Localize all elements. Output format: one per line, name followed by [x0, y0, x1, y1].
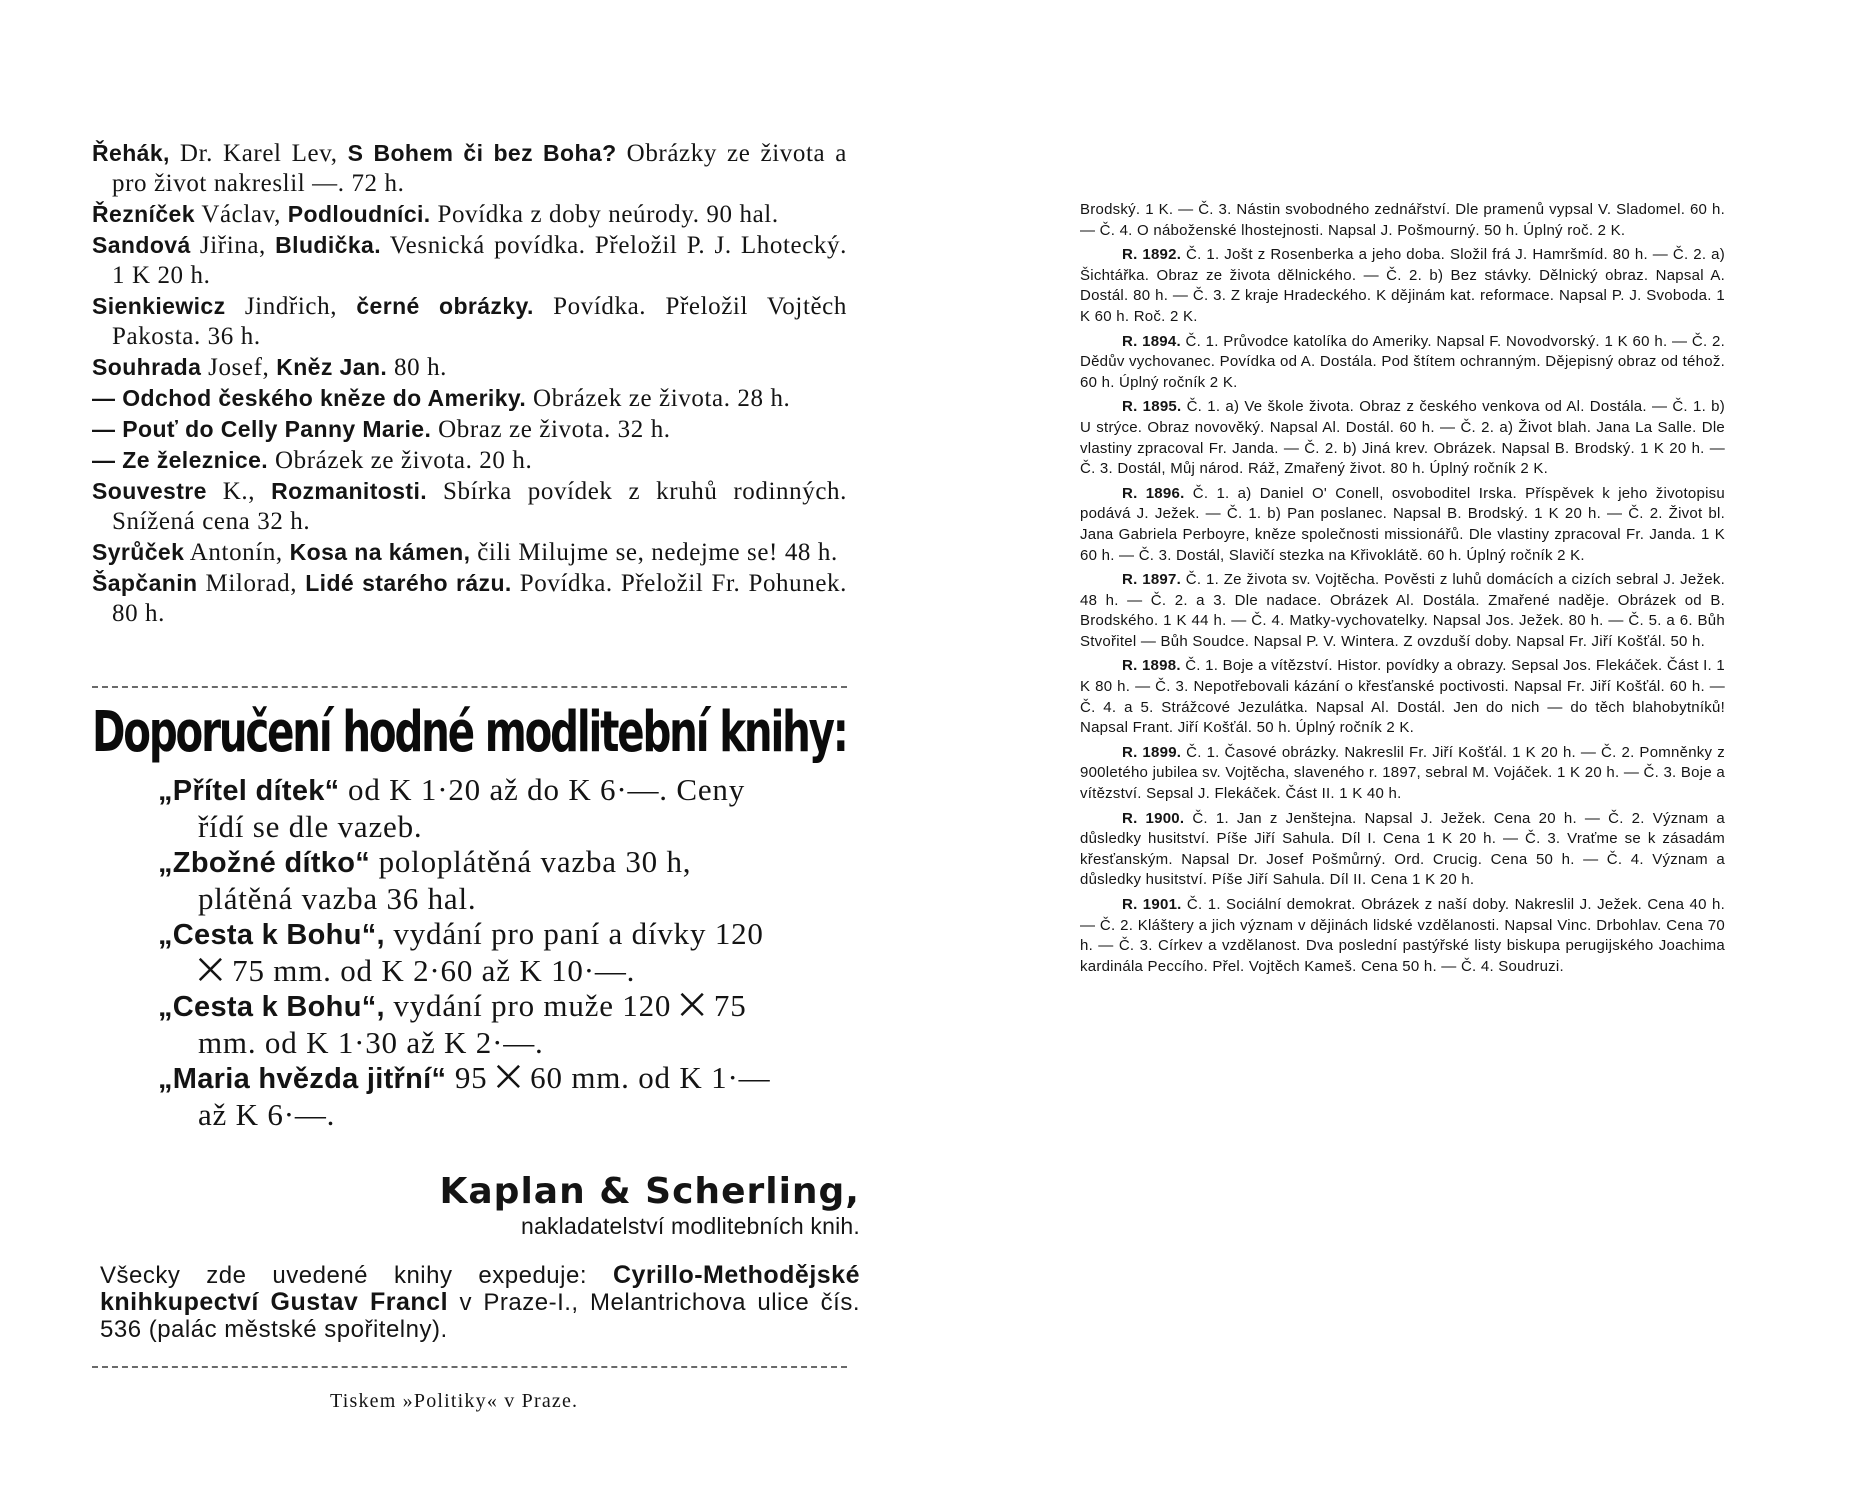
book-entry — [92, 476, 847, 537]
book-details: Obrázek ze života. 20 h. — [268, 447, 533, 474]
series-year-entry — [1080, 656, 1725, 738]
section-heading: Doporučení hodné modlitební knihy: — [92, 700, 847, 765]
book-title: Lidé starého rázu. — [305, 570, 512, 596]
prayer-book-entry — [158, 1060, 778, 1132]
book-author-rest: Milorad, — [197, 570, 306, 597]
shipping-text: Všecky zde uvedené knihy expeduje: — [100, 1262, 613, 1289]
book-author-rest: K., — [206, 478, 272, 505]
printer-imprint: Tiskem »Politiky« v Praze. — [330, 1390, 579, 1412]
prayer-book-details: vydání pro paní a dívky 120 ⨉ 75 mm. od K 2·60 až K 10·—. — [198, 916, 764, 988]
series-year-label: R. 1896. — [1122, 484, 1185, 502]
series-year-text: Č. 1. Sociální demokrat. Obrázek z naší doby. Nakreslil J. Ježek. Cena 40 h. — Č. 2. Kláštery a jich význam v dějinách lidské vzdělanosti. Napsal Vinc. Drbohlav. Cena 70 h. — Č. 3. Církev a vzdělanost. Dva poslední pastýřské listy biskupa perugijského Joachima kardinála Peccího. Přel. Vojtěch Kameš. Cena 50 h. — Č. 4. Soudruzi. — [1080, 896, 1725, 975]
book-author: Sandová — [92, 232, 191, 258]
prayer-book-entry — [158, 844, 778, 916]
series-year-text: Č. 1. Jošt z Rosenberka a jeho doba. Složil frá J. Hamršmíd. 80 h. — Č. 2. a) Šichtářka. Obraz ze života dělnického. — Č. 2. b) Bez stávky. Dělnický obraz. Napsal A. Dostál. 80 h. — Č. 3. Z kraje Hradeckého. K dějinám kat. reformace. Napsal P. J. Svoboda. 1 K 60 h. Roč. 2 K. — [1080, 246, 1725, 325]
book-author-rest: Jiřina, — [190, 232, 276, 259]
book-author: Řezníček — [92, 201, 195, 227]
series-year-label: R. 1894. — [1122, 332, 1181, 350]
series-year-text: Č. 1. Ze života sv. Vojtěcha. Pověsti z luhů domácích a cizích sebral J. Ježek. 48 h. — Č. 2. a 3. Dle nadace. Obrázek Al. Dostála. Zmařené naděje. Obrázek od B. Brodského. 1 K 44 h. — Č. 4. Matky-vychovatelky. Napsal Jos. Ježek. 80 h. — Č. 5. a 6. Bůh Stvořitel — Bůh Soudce. Napsal P. V. Wintera. Z ovzduší doby. Napsal Fr. Jiří Košťál. 50 h. — [1080, 571, 1725, 650]
prayer-book-title: „Cesta k Bohu“, — [158, 919, 385, 951]
book-details: Obrázky ze života a pro život nakreslil —. 72 h. — [112, 140, 847, 197]
bookshop-name: Cyrillo-Methodějské knihkupectví Gustav Francl — [100, 1261, 860, 1316]
book-entry — [92, 414, 847, 445]
series-year-entry — [1080, 245, 1725, 327]
book-entry — [92, 445, 847, 476]
book-details: Povídka z doby neúrody. 90 hal. — [430, 201, 779, 228]
book-author: — — [92, 385, 116, 411]
divider-rule — [92, 686, 847, 688]
series-year-label: R. 1898. — [1122, 657, 1181, 675]
prayer-book-title: „Přítel dítek“ — [158, 775, 340, 807]
prayer-book-title: „Cesta k Bohu“, — [158, 991, 385, 1023]
series-year-label: R. 1900. — [1122, 809, 1185, 827]
shipping-note — [100, 1262, 860, 1343]
series-year-entry — [1080, 809, 1725, 891]
book-author-rest: Antonín, — [184, 539, 290, 566]
series-year-text: Č. 1. a) Ve škole života. Obraz z českého venkova od Al. Dostála. — Č. 1. b) U strýce. Obraz novověký. Napsal Al. Dostál. 60 h. — Č. 2. a) Život blah. Jana La Salle. Dle vlastiny zpracoval Fr. Janda. — Č. 2. b) Jiná krev. Obrázek. Napsal B. Brodský. 1 K 20 h. — Č. 3. Dostál, Můj národ. Ráž, Zmařený život. 80 h. Úplný ročník 2 K. — [1080, 398, 1725, 478]
book-author-rest: Dr. Karel Lev, — [169, 140, 348, 167]
prayer-book-entry — [158, 772, 778, 844]
book-details: čili Milujme se, nedejme se! 48 h. — [470, 539, 838, 566]
book-entry — [92, 199, 847, 230]
left-page — [0, 0, 900, 1500]
book-details: Vesnická povídka. Přeložil P. J. Lhotecký. 1 K 20 h. — [112, 232, 847, 289]
book-author: Souvestre — [92, 478, 207, 504]
publisher-name: Kaplan & Scherling, — [439, 1171, 860, 1212]
prayer-book-title: „Zbožné dítko“ — [158, 847, 371, 879]
series-year-label: R. 1897. — [1122, 571, 1182, 589]
series-year-text: Brodský. 1 K. — Č. 3. Nástin svobodného zednářství. Dle pramenů vypsal V. Sladomel. 60 h. — Č. 4. O náboženské lhostejnosti. Napsal J. Pošmourný. 50 h. Úplný roč. 2 K. — [1080, 201, 1725, 239]
prayer-book-details: vydání pro muže 120 ⨉ 75 mm. od K 1·30 až K 2·—. — [198, 988, 747, 1060]
series-year-entry — [1080, 397, 1725, 479]
book-author: Souhrada — [92, 354, 202, 380]
publisher-block — [420, 1172, 860, 1240]
book-author: Šapčanin — [92, 570, 198, 596]
prayer-book-list — [158, 772, 778, 1132]
series-year-text: Č. 1. a) Daniel O' Conell, osvoboditel Irska. Příspěvek k jeho životopisu podává J. Ježek. — Č. 1. b) Pan poslanec. Napsal B. Brodský. 1 K 20 h. — Č. 2. Život bl. Jana Gabriela Perboyre, kněze společnosti missionářů. Dle vlastiny zpracoval Fr. Janda. 1 K 60 h. — Č. 3. Dostál, Slavičí stezka na Křivoklátě. 60 h. Úplný ročník 2 K. — [1080, 484, 1725, 564]
series-year-entry — [1080, 332, 1725, 394]
book-details: 80 h. — [387, 354, 448, 381]
prayer-book-details: od K 1·20 až do K 6·—. Ceny řídí se dle vazeb. — [198, 772, 746, 844]
series-catalogue — [1080, 200, 1725, 981]
prayer-book-entry — [158, 988, 778, 1060]
series-year-entry — [1080, 895, 1725, 977]
book-details: Povídka. Přeložil Fr. Pohunek. 80 h. — [112, 570, 848, 627]
book-title: S Bohem či bez Boha? — [347, 140, 617, 166]
book-details: Povídka. Přeložil Vojtěch Pakosta. 36 h. — [112, 293, 847, 350]
series-year-label: R. 1901. — [1122, 896, 1182, 913]
book-details: Obraz ze života. 32 h. — [431, 416, 671, 443]
prayer-book-details: poloplátěná vazba 30 h, plátěná vazba 36 hal. — [198, 844, 692, 916]
series-year-label: R. 1899. — [1122, 743, 1182, 761]
book-title: Ze železnice. — [122, 447, 269, 473]
book-entry — [92, 383, 847, 414]
series-year-entry — [1080, 570, 1725, 652]
series-year-text: Č. 1. Průvodce katolíka do Ameriky. Napsal F. Novodvorský. 1 K 60 h. — Č. 2. Dědův vychovanec. Povídka od A. Dostála. Pod štítem ochranným. Dějepisný obraz od téhož. 60 h. Úplný ročník 2 K. — [1080, 332, 1725, 391]
book-title: Kněz Jan. — [276, 354, 388, 380]
book-title: černé obrázky. — [356, 293, 534, 319]
book-entry — [92, 568, 848, 629]
prayer-book-details: 95 ⨉ 60 mm. od K 1·— až K 6·—. — [198, 1060, 771, 1132]
series-year-entry — [1080, 484, 1725, 566]
series-year-entry — [1080, 200, 1725, 241]
book-entry — [92, 537, 847, 568]
book-details: Sbírka povídek z kruhů rodinných. Snížená cena 32 h. — [112, 478, 847, 535]
right-page — [1080, 0, 1800, 1500]
book-entry — [92, 291, 847, 352]
prayer-book-title: „Maria hvězda jitřní“ — [158, 1063, 447, 1095]
book-author: Řehák, — [92, 140, 170, 166]
book-title: Kosa na kámen, — [289, 539, 471, 565]
book-author: — — [92, 416, 116, 442]
shipping-address: v Praze-I., Melantrichova ulice čís. 536 (palác městské spořitelny). — [100, 1289, 860, 1343]
series-year-entry — [1080, 743, 1725, 805]
prayer-book-entry — [158, 916, 778, 988]
series-year-text: Č. 1. Boje a vítězství. Histor. povídky a obrazy. Sepsal Jos. Flekáček. Část I. 1 K 80 h. — Č. 3. Nepotřebovali kázání o křesťanské poctivosti. Napsal Fr. Jiří Košťál. 60 h. — Č. 4. a 5. Strážcové Jezulátka. Napsal Al. Dostál. Jen do nich — do těch blahobytníků! Napsal Frant. Jiří Košťál. 50 h. Úplný ročník 2 K. — [1080, 657, 1725, 737]
footer-rule — [92, 1366, 847, 1368]
book-title: Bludička. — [275, 232, 381, 258]
book-entry — [92, 230, 847, 291]
series-year-label: R. 1895. — [1122, 398, 1182, 416]
book-entry — [92, 352, 847, 383]
book-author-rest: Václav, — [194, 201, 288, 228]
book-details: Obrázek ze života. 28 h. — [526, 385, 791, 412]
book-title: Rozmanitosti. — [271, 478, 428, 504]
book-author: Sienkiewicz — [92, 293, 226, 319]
book-title: Pouť do Celly Panny Marie. — [122, 416, 432, 442]
book-author-rest: Josef, — [201, 354, 277, 381]
book-author: — — [92, 447, 116, 473]
book-author: Syrůček — [92, 539, 185, 565]
publisher-description: nakladatelství modlitebních knih. — [520, 1213, 860, 1239]
book-author-rest: Jindřich, — [225, 293, 357, 320]
series-year-label: R. 1892. — [1122, 246, 1182, 264]
book-list — [92, 138, 847, 629]
series-year-text: Č. 1. Jan z Jenštejna. Napsal J. Ježek. Cena 20 h. — Č. 2. Význam a důsledky husitství. Píše Jiří Sahula. Díl I. Cena 1 K 20 h. — Č. 3. Vraťme se k zásadám křesťanským. Napsal Dr. Josef Pošmůrný. Ord. Crucig. Cena 50 h. — Č. 4. Význam a důsledky husitství. Píše Jiří Sahula. Díl II. Cena 1 K 20 h. — [1080, 809, 1725, 889]
book-title: Odchod českého kněze do Ameriky. — [122, 385, 527, 411]
book-entry — [92, 138, 847, 199]
book-title: Podloudníci. — [287, 201, 431, 227]
series-year-text: Č. 1. Časové obrázky. Nakreslil Fr. Jiří Košťál. 1 K 20 h. — Č. 2. Pomněnky z 900letého jubilea sv. Vojtěcha, slaveného r. 1897, sebral M. Vojáček. 1 K 20 h. — Č. 3. Boje a vítězství. Sepsal J. Flekáček. Část II. 1 K 40 h. — [1080, 743, 1725, 803]
